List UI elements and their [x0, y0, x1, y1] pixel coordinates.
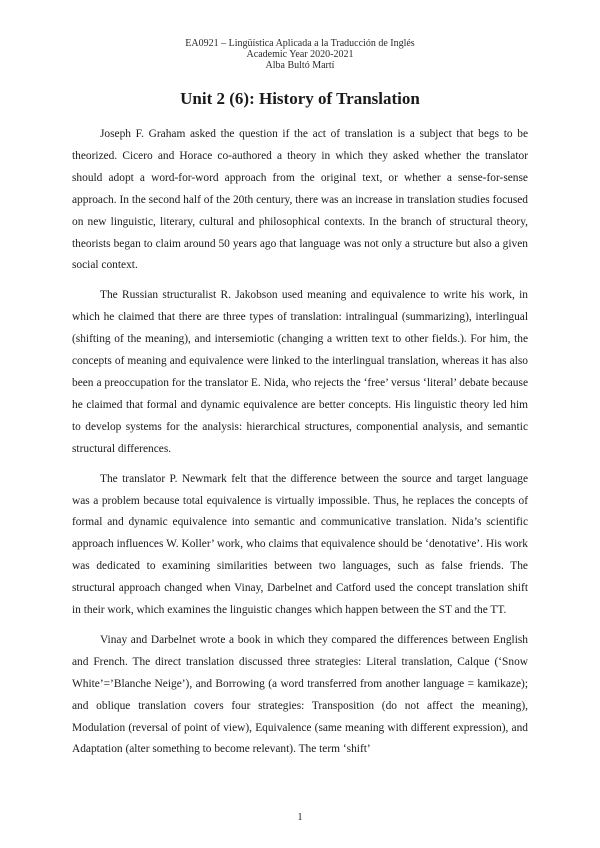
- header-author: Alba Bultó Martí: [265, 60, 335, 71]
- page-number: 1: [297, 812, 303, 823]
- paragraph: The translator P. Newmark felt that the difference between the source and target language was a problem because total equivalence is virtually impossible. Thus, he replaces the concepts of formal and dynamic equivalence into semantic and communicative translation. Nida’s scientific approach influences W. Koller’ work, who claims that equivalence should be ‘denotative’. His work was dedicated to examining similarities between two languages, such as false friends. The structural approach changed when Vinay, Darbelnet and Catford used the concept translation shift in their work, which examines the linguistic changes which happen between the ST and the TT.: [72, 472, 528, 617]
- page-title: Unit 2 (6): History of Translation: [180, 89, 420, 108]
- paragraph: Joseph F. Graham asked the question if the act of translation is a subject that begs to be theorized. Cicero and Horace co-authored a theory in which they asked whether the translator should adopt a word-for-word approach from the original text, or whether a sense-for-sense approach. In the second half of the 20th century, there was an increase in translation studies focused on new linguistic, literary, cultural and philosophical contexts. In the branch of structural theory, theorists began to claim around 50 years ago that language was not only a structure but also a given social context.: [72, 128, 528, 272]
- paragraph: The Russian structuralist R. Jakobson used meaning and equivalence to write his work, in which he claimed that there are three types of translation: intralingual (summarizing), interlingual (shifting of the meaning), and intersemiotic (changing a written text to other fields.). For him, the concepts of meaning and equivalence were linked to the interlingual translation, whereas it has also been a preoccupation for the translator E. Nida, who rejects the ‘free’ versus ‘literal’ debate because he claimed that formal and dynamic equivalence are better concepts. His linguistic theory led him to develop systems for the analysis: hierarchical structures, componential analysis, and semantic structural differences.: [72, 289, 528, 455]
- body-text: [72, 124, 528, 769]
- header-academic-year: Academic Year 2020-2021: [246, 49, 354, 60]
- page-header: [0, 38, 600, 71]
- header-course: EA0921 – Lingüística Aplicada a la Traducción de Inglés: [185, 38, 415, 49]
- paragraph: Vinay and Darbelnet wrote a book in which they compared the differences between English and French. The direct translation discussed three strategies: Literal translation, Calque (‘Snow White’=’Blanche Neige’), and Borrowing (a word transferred from another language = kamikaze); and oblique translation covers four strategies: Transposition (do not affect the meaning), Modulation (reversal of point of view), Equivalence (same meaning with different expression), and Adaptation (alter something to become relevant). The term ‘shift’: [72, 633, 528, 756]
